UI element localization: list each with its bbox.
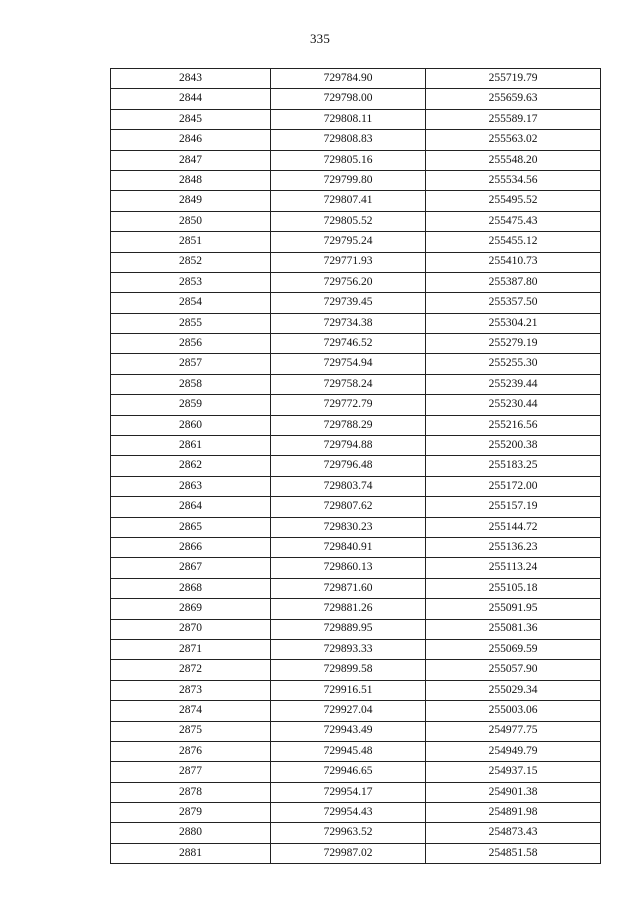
point-number-cell: 2873 <box>111 680 271 700</box>
x-coordinate-cell: 729830.23 <box>271 517 426 537</box>
y-coordinate-cell: 255091.95 <box>426 599 601 619</box>
y-coordinate-cell: 254851.58 <box>426 843 601 863</box>
table-row <box>111 823 601 843</box>
x-coordinate-cell: 729840.91 <box>271 537 426 557</box>
x-coordinate-cell: 729758.24 <box>271 374 426 394</box>
table-row <box>111 476 601 496</box>
x-coordinate-cell: 729794.88 <box>271 436 426 456</box>
y-coordinate-cell: 255157.19 <box>426 497 601 517</box>
x-coordinate-cell: 729893.33 <box>271 639 426 659</box>
coordinates-table <box>110 68 601 864</box>
x-coordinate-cell: 729807.62 <box>271 497 426 517</box>
table-row <box>111 272 601 292</box>
x-coordinate-cell: 729771.93 <box>271 252 426 272</box>
point-number-cell: 2844 <box>111 89 271 109</box>
table-row <box>111 232 601 252</box>
x-coordinate-cell: 729805.52 <box>271 211 426 231</box>
y-coordinate-cell: 255230.44 <box>426 395 601 415</box>
y-coordinate-cell: 254937.15 <box>426 762 601 782</box>
x-coordinate-cell: 729805.16 <box>271 150 426 170</box>
y-coordinate-cell: 254949.79 <box>426 741 601 761</box>
point-number-cell: 2881 <box>111 843 271 863</box>
x-coordinate-cell: 729945.48 <box>271 741 426 761</box>
y-coordinate-cell: 255239.44 <box>426 374 601 394</box>
y-coordinate-cell: 255029.34 <box>426 680 601 700</box>
point-number-cell: 2862 <box>111 456 271 476</box>
point-number-cell: 2846 <box>111 130 271 150</box>
point-number-cell: 2880 <box>111 823 271 843</box>
table-row <box>111 191 601 211</box>
x-coordinate-cell: 729860.13 <box>271 558 426 578</box>
table-row <box>111 721 601 741</box>
table-row <box>111 252 601 272</box>
x-coordinate-cell: 729808.11 <box>271 109 426 129</box>
point-number-cell: 2875 <box>111 721 271 741</box>
table-row <box>111 497 601 517</box>
y-coordinate-cell: 255105.18 <box>426 578 601 598</box>
x-coordinate-cell: 729734.38 <box>271 313 426 333</box>
table-row <box>111 170 601 190</box>
y-coordinate-cell: 255279.19 <box>426 334 601 354</box>
x-coordinate-cell: 729796.48 <box>271 456 426 476</box>
table-row <box>111 374 601 394</box>
point-number-cell: 2879 <box>111 803 271 823</box>
x-coordinate-cell: 729784.90 <box>271 69 426 89</box>
point-number-cell: 2847 <box>111 150 271 170</box>
y-coordinate-cell: 255659.63 <box>426 89 601 109</box>
x-coordinate-cell: 729889.95 <box>271 619 426 639</box>
y-coordinate-cell: 255719.79 <box>426 69 601 89</box>
table-row <box>111 639 601 659</box>
x-coordinate-cell: 729946.65 <box>271 762 426 782</box>
table-row <box>111 517 601 537</box>
point-number-cell: 2848 <box>111 170 271 190</box>
y-coordinate-cell: 255357.50 <box>426 293 601 313</box>
point-number-cell: 2856 <box>111 334 271 354</box>
point-number-cell: 2850 <box>111 211 271 231</box>
y-coordinate-cell: 255548.20 <box>426 150 601 170</box>
x-coordinate-cell: 729987.02 <box>271 843 426 863</box>
x-coordinate-cell: 729803.74 <box>271 476 426 496</box>
page-number: 335 <box>309 31 331 46</box>
x-coordinate-cell: 729871.60 <box>271 578 426 598</box>
x-coordinate-cell: 729788.29 <box>271 415 426 435</box>
point-number-cell: 2863 <box>111 476 271 496</box>
y-coordinate-cell: 255200.38 <box>426 436 601 456</box>
x-coordinate-cell: 729798.00 <box>271 89 426 109</box>
y-coordinate-cell: 255216.56 <box>426 415 601 435</box>
x-coordinate-cell: 729943.49 <box>271 721 426 741</box>
point-number-cell: 2860 <box>111 415 271 435</box>
point-number-cell: 2857 <box>111 354 271 374</box>
table-row <box>111 436 601 456</box>
table-row <box>111 803 601 823</box>
table-row <box>111 660 601 680</box>
x-coordinate-cell: 729927.04 <box>271 701 426 721</box>
table-row <box>111 313 601 333</box>
point-number-cell: 2877 <box>111 762 271 782</box>
table-row <box>111 354 601 374</box>
y-coordinate-cell: 255387.80 <box>426 272 601 292</box>
table-row <box>111 619 601 639</box>
table-row <box>111 334 601 354</box>
y-coordinate-cell: 255495.52 <box>426 191 601 211</box>
point-number-cell: 2871 <box>111 639 271 659</box>
y-coordinate-cell: 255475.43 <box>426 211 601 231</box>
table-row <box>111 578 601 598</box>
table-row <box>111 782 601 802</box>
point-number-cell: 2859 <box>111 395 271 415</box>
point-number-cell: 2864 <box>111 497 271 517</box>
x-coordinate-cell: 729881.26 <box>271 599 426 619</box>
point-number-cell: 2855 <box>111 313 271 333</box>
y-coordinate-cell: 255304.21 <box>426 313 601 333</box>
point-number-cell: 2852 <box>111 252 271 272</box>
point-number-cell: 2870 <box>111 619 271 639</box>
y-coordinate-cell: 255057.90 <box>426 660 601 680</box>
y-coordinate-cell: 255563.02 <box>426 130 601 150</box>
y-coordinate-cell: 255589.17 <box>426 109 601 129</box>
point-number-cell: 2853 <box>111 272 271 292</box>
y-coordinate-cell: 255003.06 <box>426 701 601 721</box>
point-number-cell: 2845 <box>111 109 271 129</box>
point-number-cell: 2878 <box>111 782 271 802</box>
y-coordinate-cell: 255113.24 <box>426 558 601 578</box>
x-coordinate-cell: 729954.17 <box>271 782 426 802</box>
point-number-cell: 2876 <box>111 741 271 761</box>
y-coordinate-cell: 255255.30 <box>426 354 601 374</box>
table-row <box>111 843 601 863</box>
table-row <box>111 293 601 313</box>
table-row <box>111 558 601 578</box>
y-coordinate-cell: 254891.98 <box>426 803 601 823</box>
point-number-cell: 2851 <box>111 232 271 252</box>
point-number-cell: 2849 <box>111 191 271 211</box>
x-coordinate-cell: 729739.45 <box>271 293 426 313</box>
x-coordinate-cell: 729756.20 <box>271 272 426 292</box>
point-number-cell: 2865 <box>111 517 271 537</box>
table-row <box>111 130 601 150</box>
table-row <box>111 456 601 476</box>
y-coordinate-cell: 255455.12 <box>426 232 601 252</box>
y-coordinate-cell: 254873.43 <box>426 823 601 843</box>
y-coordinate-cell: 254977.75 <box>426 721 601 741</box>
y-coordinate-cell: 255081.36 <box>426 619 601 639</box>
table-row <box>111 741 601 761</box>
x-coordinate-cell: 729963.52 <box>271 823 426 843</box>
coordinates-table-body <box>111 69 601 864</box>
point-number-cell: 2858 <box>111 374 271 394</box>
x-coordinate-cell: 729808.83 <box>271 130 426 150</box>
y-coordinate-cell: 255172.00 <box>426 476 601 496</box>
table-row <box>111 680 601 700</box>
point-number-cell: 2866 <box>111 537 271 557</box>
x-coordinate-cell: 729795.24 <box>271 232 426 252</box>
table-row <box>111 69 601 89</box>
point-number-cell: 2872 <box>111 660 271 680</box>
x-coordinate-cell: 729799.80 <box>271 170 426 190</box>
x-coordinate-cell: 729746.52 <box>271 334 426 354</box>
table-row <box>111 537 601 557</box>
point-number-cell: 2867 <box>111 558 271 578</box>
y-coordinate-cell: 255410.73 <box>426 252 601 272</box>
x-coordinate-cell: 729954.43 <box>271 803 426 823</box>
point-number-cell: 2843 <box>111 69 271 89</box>
x-coordinate-cell: 729807.41 <box>271 191 426 211</box>
x-coordinate-cell: 729916.51 <box>271 680 426 700</box>
point-number-cell: 2869 <box>111 599 271 619</box>
table-row <box>111 599 601 619</box>
y-coordinate-cell: 255534.56 <box>426 170 601 190</box>
point-number-cell: 2874 <box>111 701 271 721</box>
x-coordinate-cell: 729899.58 <box>271 660 426 680</box>
table-row <box>111 211 601 231</box>
y-coordinate-cell: 255144.72 <box>426 517 601 537</box>
table-row <box>111 89 601 109</box>
point-number-cell: 2861 <box>111 436 271 456</box>
table-row <box>111 701 601 721</box>
y-coordinate-cell: 254901.38 <box>426 782 601 802</box>
x-coordinate-cell: 729754.94 <box>271 354 426 374</box>
table-row <box>111 150 601 170</box>
y-coordinate-cell: 255069.59 <box>426 639 601 659</box>
point-number-cell: 2854 <box>111 293 271 313</box>
y-coordinate-cell: 255136.23 <box>426 537 601 557</box>
table-row <box>111 109 601 129</box>
y-coordinate-cell: 255183.25 <box>426 456 601 476</box>
table-row <box>111 415 601 435</box>
point-number-cell: 2868 <box>111 578 271 598</box>
table-row <box>111 395 601 415</box>
table-row <box>111 762 601 782</box>
x-coordinate-cell: 729772.79 <box>271 395 426 415</box>
